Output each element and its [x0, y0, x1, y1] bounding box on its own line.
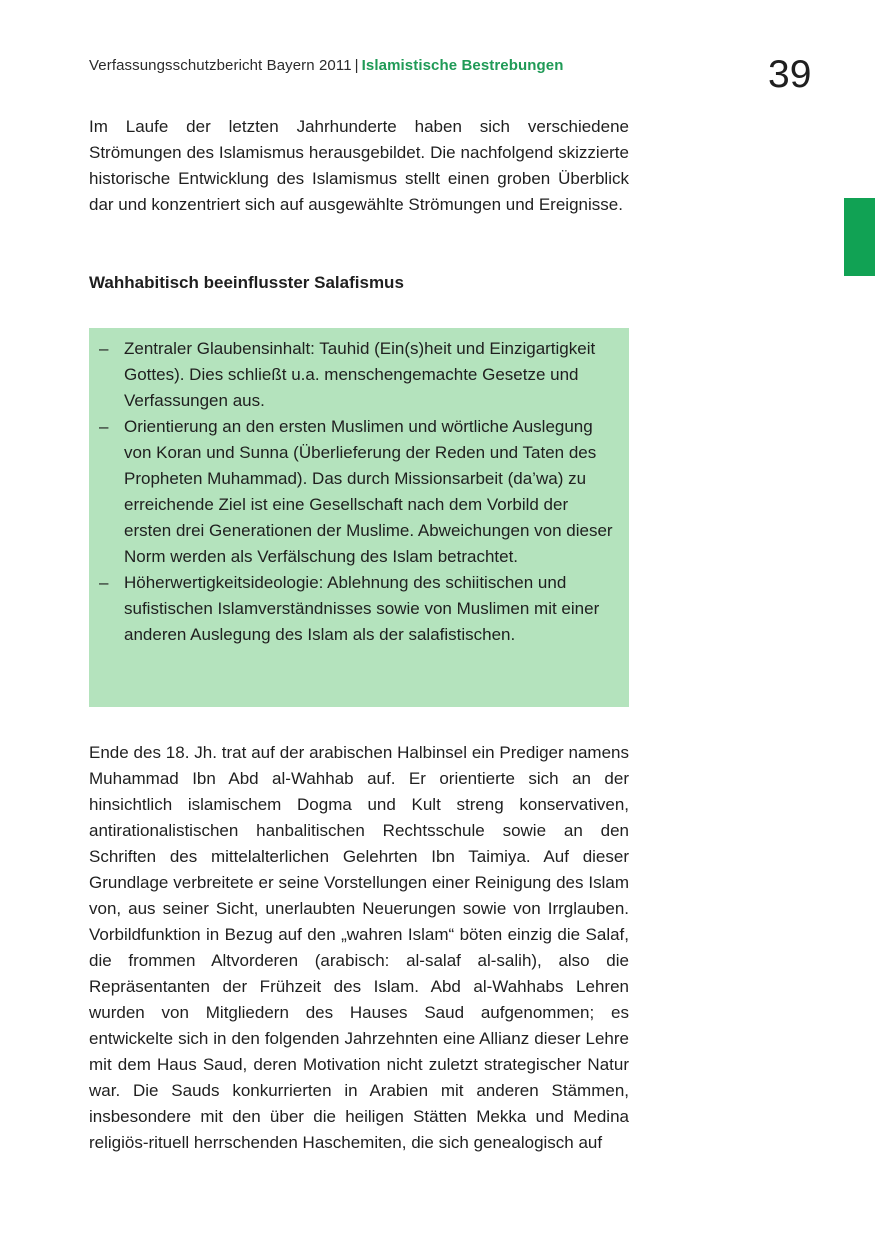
list-item	[99, 414, 615, 570]
section-title: Islamistische Bestrebungen	[361, 57, 564, 74]
publication-title: Verfassungsschutzbericht Bayern 2011	[89, 57, 352, 74]
intro-paragraph: Im Laufe der letzten Jahrhunderte haben sich verschiedene Strömungen des Islamismus herausgebildet. Die nachfolgend skizzierte historische Entwicklung des Islamismus stellt einen groben Überblick dar und konzentriert sich auf ausgewählte Strömungen und Ereignisse.	[89, 117, 629, 214]
header-separator: |	[354, 57, 359, 74]
list-item-text: Höherwertigkeitsideologie: Ablehnung des schiitischen und sufistischen Islamverständnisses sowie von Muslimen mit einer anderen Auslegung des Islam als der salafistischen.	[124, 573, 600, 644]
dash-bullet: –	[99, 417, 109, 436]
list-item	[99, 570, 615, 648]
list-item-text: Orientierung an den ersten Muslimen und wörtliche Auslegung von Koran und Sunna (Überlieferung der Reden und Taten des Propheten Muhammad). Das durch Missionsarbeit (da’wa) zu erreichende Ziel ist eine Gesellschaft nach dem Vorbild der ersten drei Generationen der Muslime. Abweichungen von dieser Norm werden als Verfälschung des Islam betrachtet.	[124, 417, 613, 566]
list-item-text: Zentraler Glaubensinhalt: Tauhid (Ein(s)heit und Einzigartigkeit Gottes). Dies schließt u.a. menschengemachte Gesetze und Verfassungen aus.	[124, 339, 596, 410]
running-header	[89, 57, 564, 74]
info-box-list	[99, 336, 615, 648]
dash-bullet: –	[99, 339, 109, 358]
list-item	[99, 336, 615, 414]
info-box	[89, 328, 629, 707]
body-paragraph: Ende des 18. Jh. trat auf der arabischen Halbinsel ein Prediger namens Muhammad Ibn Abd al-Wahhab auf. Er orientierte sich an der hinsichtlich islamischem Dogma und Kult streng konservativen, antirationalistischen hanbalitischen Rechtsschule sowie an den Schriften des mittelalterlichen Gelehrten Ibn Taimiya. Auf dieser Grundlage verbreitete er seine Vorstellungen einer Reinigung des Islam von, aus seiner Sicht, unerlaubten Neuerungen sowie von Irrglauben. Vorbildfunktion in Bezug auf den „wahren Islam“ böten einzig die Salaf, die frommen Altvorderen (arabisch: al-salaf al-salih), also die Repräsentanten der Frühzeit des Islam. Abd al-Wahhabs Lehren wurden von Mitgliedern des Hauses Saud aufgenommen; es entwickelte sich in den folgenden Jahrzehnten eine Allianz dieser Lehre mit dem Haus Saud, deren Motivation nicht zuletzt strategischer Natur war. Die Sauds konkurrierten in Arabien mit anderen Stämmen, insbesondere mit den über die heiligen Stätten Mekka und Medina religiös-rituell herrschenden Haschemiten, die sich genealogisch auf	[89, 743, 629, 1152]
section-heading: Wahhabitisch beeinflusster Salafismus	[89, 273, 404, 292]
dash-bullet: –	[99, 573, 109, 592]
chapter-thumb-tab	[844, 198, 875, 276]
page-number: 39	[768, 53, 812, 96]
